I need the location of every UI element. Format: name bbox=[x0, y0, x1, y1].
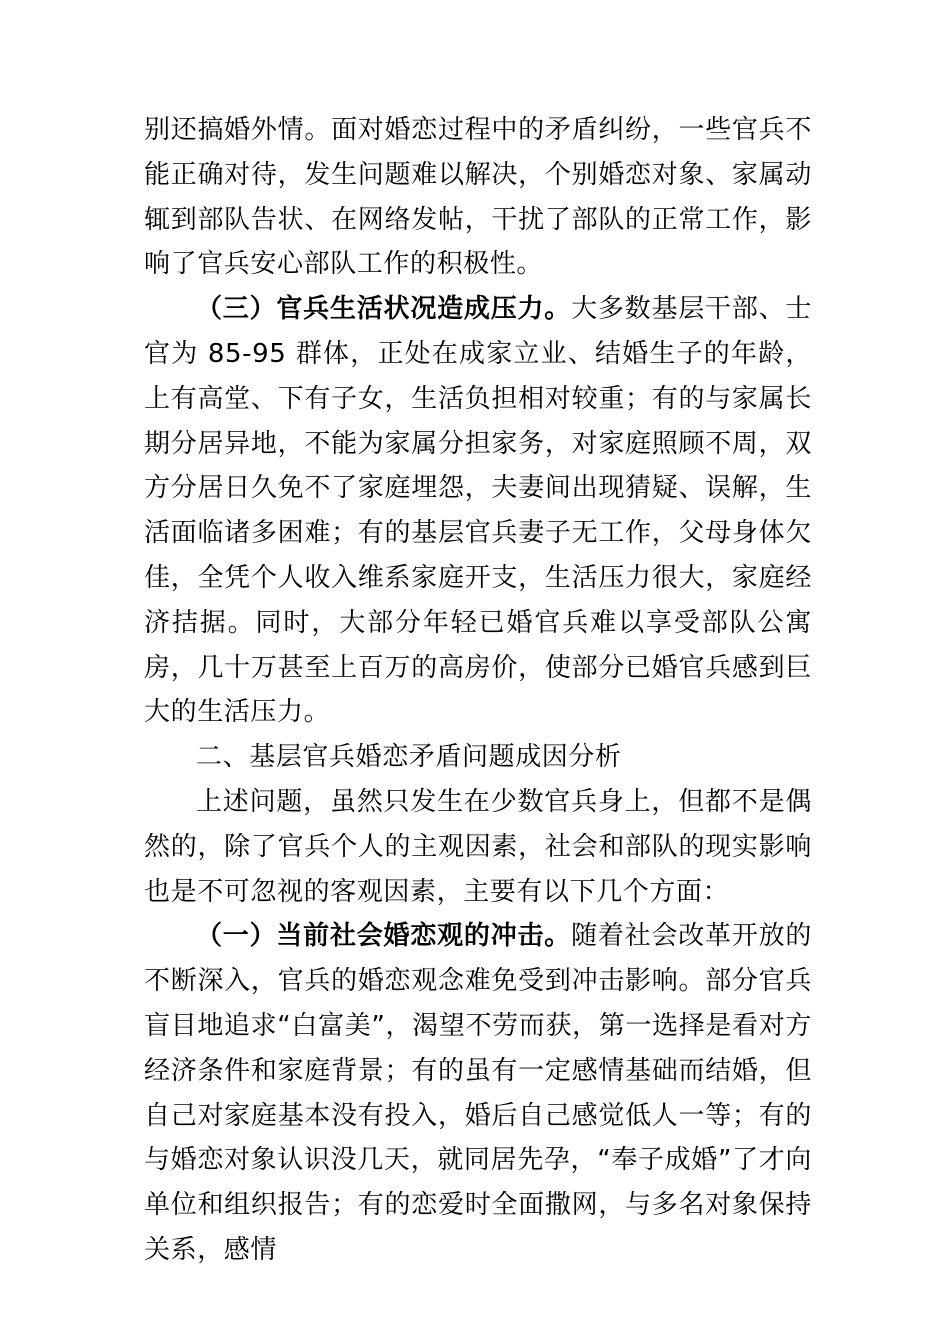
paragraph-section-one bbox=[144, 914, 812, 1272]
paragraph-text: 随着社会改革开放的不断深入，官兵的婚恋观念难免受到冲击影响。部分官兵盲目地追求“白富美”，渴望不劳而获，第一选择是看对方经济条件和家庭背景；有的虽有一定感情基础而结婚，但自己对家庭基本没有投入，婚后自己感觉低人一等；有的与婚恋对象认识没几天，就同居先孕，“奉子成婚”了才向单位和组织报告；有的恋爱时全面撒网，与多名对象保持关系，感情 bbox=[144, 921, 813, 1265]
section-heading-three: （三）官兵生活状况造成压力。 bbox=[196, 294, 572, 325]
paragraph-continuation bbox=[144, 108, 812, 287]
paragraph-intro bbox=[144, 780, 812, 914]
chapter-heading-two bbox=[144, 735, 812, 780]
paragraph-text: 别还搞婚外情。面对婚恋过程中的矛盾纠纷，一些官兵不能正确对待，发生问题难以解决，个别婚恋对象、家属动辄到部队告状、在网络发帖，干扰了部队的正常工作，影响了官兵安心部队工作的积极性。 bbox=[144, 115, 812, 280]
paragraph-text: 上述问题，虽然只发生在少数官兵身上，但都不是偶然的，除了官兵个人的主观因素，社会和部队的现实影响也是不可忽视的客观因素，主要有以下几个方面： bbox=[144, 786, 812, 907]
paragraph-section-three bbox=[144, 287, 812, 735]
document-body bbox=[144, 108, 812, 1273]
chapter-heading-text: 二、基层官兵婚恋矛盾问题成因分析 bbox=[196, 742, 622, 773]
paragraph-text: 大多数基层干部、士官为 85-95 群体，正处在成家立业、结婚生子的年龄，上有高堂、下有子女，生活负担相对较重；有的与家属长期分居异地，不能为家属分担家务，对家庭照顾不周，双方分居日久免不了家庭埋怨，夫妻间出现猜疑、误解，生活面临诸多困难；有的基层官兵妻子无工作，父母身体欠佳，全凭个人收入维系家庭开支，生活压力很大，家庭经济拮据。同时，大部分年轻已婚官兵难以享受部队公寓房，几十万甚至上百万的高房价，使部分已婚官兵感到巨大的生活压力。 bbox=[144, 294, 813, 728]
section-heading-one: （一）当前社会婚恋观的冲击。 bbox=[196, 921, 572, 952]
